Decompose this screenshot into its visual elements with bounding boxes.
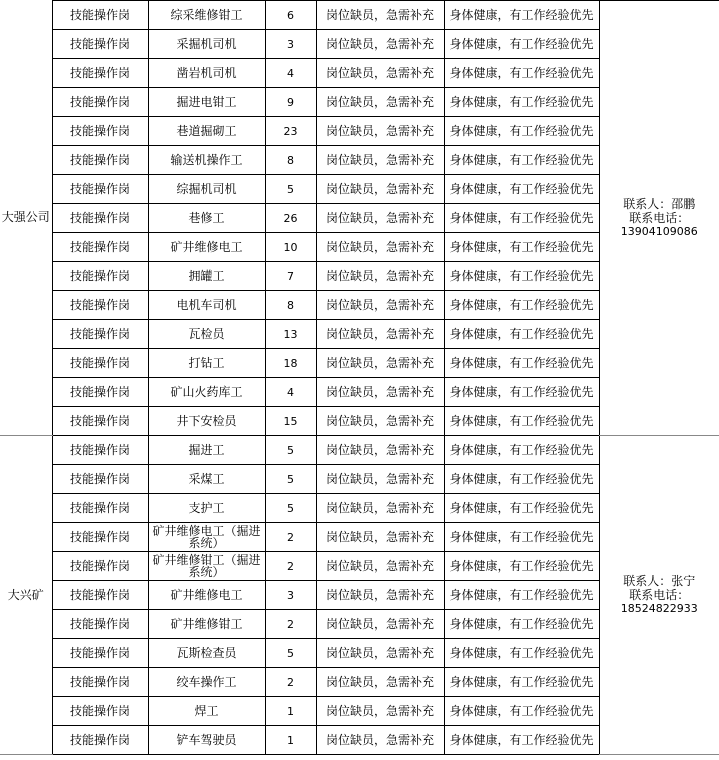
contact-info — [599, 1, 719, 436]
contact-person: 联系人：张宁 — [623, 574, 696, 588]
job-position: 绞车操作工 — [148, 668, 265, 697]
job-requirement: 身体健康，有工作经验优先 — [444, 610, 599, 639]
contact-phone: 13904109086 — [620, 225, 698, 238]
job-category: 技能操作岗 — [52, 204, 148, 233]
job-category: 技能操作岗 — [52, 320, 148, 349]
job-count: 5 — [265, 494, 316, 523]
job-reason: 岗位缺员，急需补充 — [316, 88, 444, 117]
job-position: 井下安检员 — [148, 407, 265, 436]
job-category: 技能操作岗 — [52, 291, 148, 320]
job-requirement: 身体健康，有工作经验优先 — [444, 291, 599, 320]
job-count: 2 — [265, 523, 316, 552]
job-position: 凿岩机司机 — [148, 59, 265, 88]
job-position: 矿井维修钳工（掘进系统） — [148, 552, 265, 581]
job-position: 综采维修钳工 — [148, 1, 265, 30]
job-requirement: 身体健康，有工作经验优先 — [444, 262, 599, 291]
job-requirement: 身体健康，有工作经验优先 — [444, 668, 599, 697]
job-category: 技能操作岗 — [52, 610, 148, 639]
job-count: 6 — [265, 1, 316, 30]
job-requirement: 身体健康，有工作经验优先 — [444, 552, 599, 581]
job-category: 技能操作岗 — [52, 465, 148, 494]
job-position: 铲车驾驶员 — [148, 726, 265, 755]
table-row — [0, 1, 719, 30]
job-count: 3 — [265, 581, 316, 610]
job-position: 打钻工 — [148, 349, 265, 378]
job-reason: 岗位缺员，急需补充 — [316, 291, 444, 320]
job-position: 支护工 — [148, 494, 265, 523]
job-reason: 岗位缺员，急需补充 — [316, 465, 444, 494]
job-reason: 岗位缺员，急需补充 — [316, 436, 444, 465]
job-category: 技能操作岗 — [52, 697, 148, 726]
job-requirement: 身体健康，有工作经验优先 — [444, 378, 599, 407]
job-requirement: 身体健康，有工作经验优先 — [444, 1, 599, 30]
job-requirement: 身体健康，有工作经验优先 — [444, 320, 599, 349]
job-category: 技能操作岗 — [52, 726, 148, 755]
job-reason: 岗位缺员，急需补充 — [316, 668, 444, 697]
job-category: 技能操作岗 — [52, 146, 148, 175]
job-reason: 岗位缺员，急需补充 — [316, 233, 444, 262]
job-reason: 岗位缺员，急需补充 — [316, 697, 444, 726]
job-reason: 岗位缺员，急需补充 — [316, 407, 444, 436]
job-position: 综掘机司机 — [148, 175, 265, 204]
job-position: 掘进电钳工 — [148, 88, 265, 117]
job-requirement: 身体健康，有工作经验优先 — [444, 146, 599, 175]
job-position: 瓦斯检查员 — [148, 639, 265, 668]
job-count: 2 — [265, 668, 316, 697]
job-reason: 岗位缺员，急需补充 — [316, 59, 444, 88]
job-position: 拥罐工 — [148, 262, 265, 291]
job-position: 瓦检员 — [148, 320, 265, 349]
job-count: 2 — [265, 610, 316, 639]
job-category: 技能操作岗 — [52, 436, 148, 465]
contact-phone-label: 联系电话： — [629, 211, 690, 225]
job-requirement: 身体健康，有工作经验优先 — [444, 349, 599, 378]
job-reason: 岗位缺员，急需补充 — [316, 523, 444, 552]
job-category: 技能操作岗 — [52, 262, 148, 291]
job-reason: 岗位缺员，急需补充 — [316, 1, 444, 30]
job-requirement: 身体健康，有工作经验优先 — [444, 523, 599, 552]
job-requirement: 身体健康，有工作经验优先 — [444, 88, 599, 117]
job-category: 技能操作岗 — [52, 494, 148, 523]
job-category: 技能操作岗 — [52, 349, 148, 378]
job-reason: 岗位缺员，急需补充 — [316, 494, 444, 523]
job-category: 技能操作岗 — [52, 233, 148, 262]
job-position: 掘进工 — [148, 436, 265, 465]
contact-person: 联系人：邵鹏 — [623, 197, 696, 211]
job-category: 技能操作岗 — [52, 581, 148, 610]
job-position: 采煤工 — [148, 465, 265, 494]
job-count: 4 — [265, 378, 316, 407]
job-category: 技能操作岗 — [52, 1, 148, 30]
job-reason: 岗位缺员，急需补充 — [316, 30, 444, 59]
job-reason: 岗位缺员，急需补充 — [316, 378, 444, 407]
job-position: 电机车司机 — [148, 291, 265, 320]
job-requirement: 身体健康，有工作经验优先 — [444, 465, 599, 494]
job-position: 输送机操作工 — [148, 146, 265, 175]
job-count: 4 — [265, 59, 316, 88]
job-category: 技能操作岗 — [52, 117, 148, 146]
job-count: 7 — [265, 262, 316, 291]
job-requirement: 身体健康，有工作经验优先 — [444, 726, 599, 755]
job-category: 技能操作岗 — [52, 30, 148, 59]
job-category: 技能操作岗 — [52, 59, 148, 88]
company-name: 大强公司 — [0, 1, 52, 436]
job-reason: 岗位缺员，急需补充 — [316, 349, 444, 378]
job-requirement: 身体健康，有工作经验优先 — [444, 407, 599, 436]
job-count: 26 — [265, 204, 316, 233]
job-count: 10 — [265, 233, 316, 262]
job-category: 技能操作岗 — [52, 378, 148, 407]
job-reason: 岗位缺员，急需补充 — [316, 262, 444, 291]
job-count: 9 — [265, 88, 316, 117]
job-reason: 岗位缺员，急需补充 — [316, 204, 444, 233]
job-reason: 岗位缺员，急需补充 — [316, 581, 444, 610]
job-position: 矿井维修电工 — [148, 581, 265, 610]
job-category: 技能操作岗 — [52, 407, 148, 436]
job-position: 矿山火药库工 — [148, 378, 265, 407]
job-position: 矿井维修钳工 — [148, 610, 265, 639]
job-reason: 岗位缺员，急需补充 — [316, 726, 444, 755]
job-requirement: 身体健康，有工作经验优先 — [444, 175, 599, 204]
job-reason: 岗位缺员，急需补充 — [316, 552, 444, 581]
job-requirement: 身体健康，有工作经验优先 — [444, 59, 599, 88]
job-category: 技能操作岗 — [52, 668, 148, 697]
contact-info — [599, 436, 719, 755]
job-reason: 岗位缺员，急需补充 — [316, 175, 444, 204]
job-requirement: 身体健康，有工作经验优先 — [444, 581, 599, 610]
job-reason: 岗位缺员，急需补充 — [316, 639, 444, 668]
job-count: 5 — [265, 465, 316, 494]
job-count: 18 — [265, 349, 316, 378]
job-requirement: 身体健康，有工作经验优先 — [444, 494, 599, 523]
job-reason: 岗位缺员，急需补充 — [316, 146, 444, 175]
job-count: 8 — [265, 146, 316, 175]
job-reason: 岗位缺员，急需补充 — [316, 117, 444, 146]
job-requirement: 身体健康，有工作经验优先 — [444, 436, 599, 465]
job-count: 23 — [265, 117, 316, 146]
contact-phone-label: 联系电话： — [629, 588, 690, 602]
job-count: 5 — [265, 436, 316, 465]
job-requirement: 身体健康，有工作经验优先 — [444, 30, 599, 59]
job-position: 矿井维修电工 — [148, 233, 265, 262]
job-position: 焊工 — [148, 697, 265, 726]
table-row — [0, 436, 719, 465]
job-count: 1 — [265, 697, 316, 726]
job-count: 5 — [265, 175, 316, 204]
job-position: 巷修工 — [148, 204, 265, 233]
job-count: 8 — [265, 291, 316, 320]
company-name: 大兴矿 — [0, 436, 52, 755]
job-position: 采掘机司机 — [148, 30, 265, 59]
job-count: 13 — [265, 320, 316, 349]
job-position: 巷道掘砌工 — [148, 117, 265, 146]
job-count: 3 — [265, 30, 316, 59]
job-position: 矿井维修电工（掘进系统） — [148, 523, 265, 552]
job-reason: 岗位缺员，急需补充 — [316, 320, 444, 349]
job-count: 2 — [265, 552, 316, 581]
job-table-body — [0, 1, 719, 755]
job-count: 5 — [265, 639, 316, 668]
job-category: 技能操作岗 — [52, 552, 148, 581]
job-reason: 岗位缺员，急需补充 — [316, 610, 444, 639]
job-requirement: 身体健康，有工作经验优先 — [444, 204, 599, 233]
job-category: 技能操作岗 — [52, 88, 148, 117]
job-count: 1 — [265, 726, 316, 755]
job-category: 技能操作岗 — [52, 175, 148, 204]
job-count: 15 — [265, 407, 316, 436]
job-category: 技能操作岗 — [52, 523, 148, 552]
job-category: 技能操作岗 — [52, 639, 148, 668]
job-requirement: 身体健康，有工作经验优先 — [444, 697, 599, 726]
job-requirement: 身体健康，有工作经验优先 — [444, 233, 599, 262]
job-requirement: 身体健康，有工作经验优先 — [444, 117, 599, 146]
contact-phone: 18524822933 — [620, 602, 698, 615]
job-requirement: 身体健康，有工作经验优先 — [444, 639, 599, 668]
